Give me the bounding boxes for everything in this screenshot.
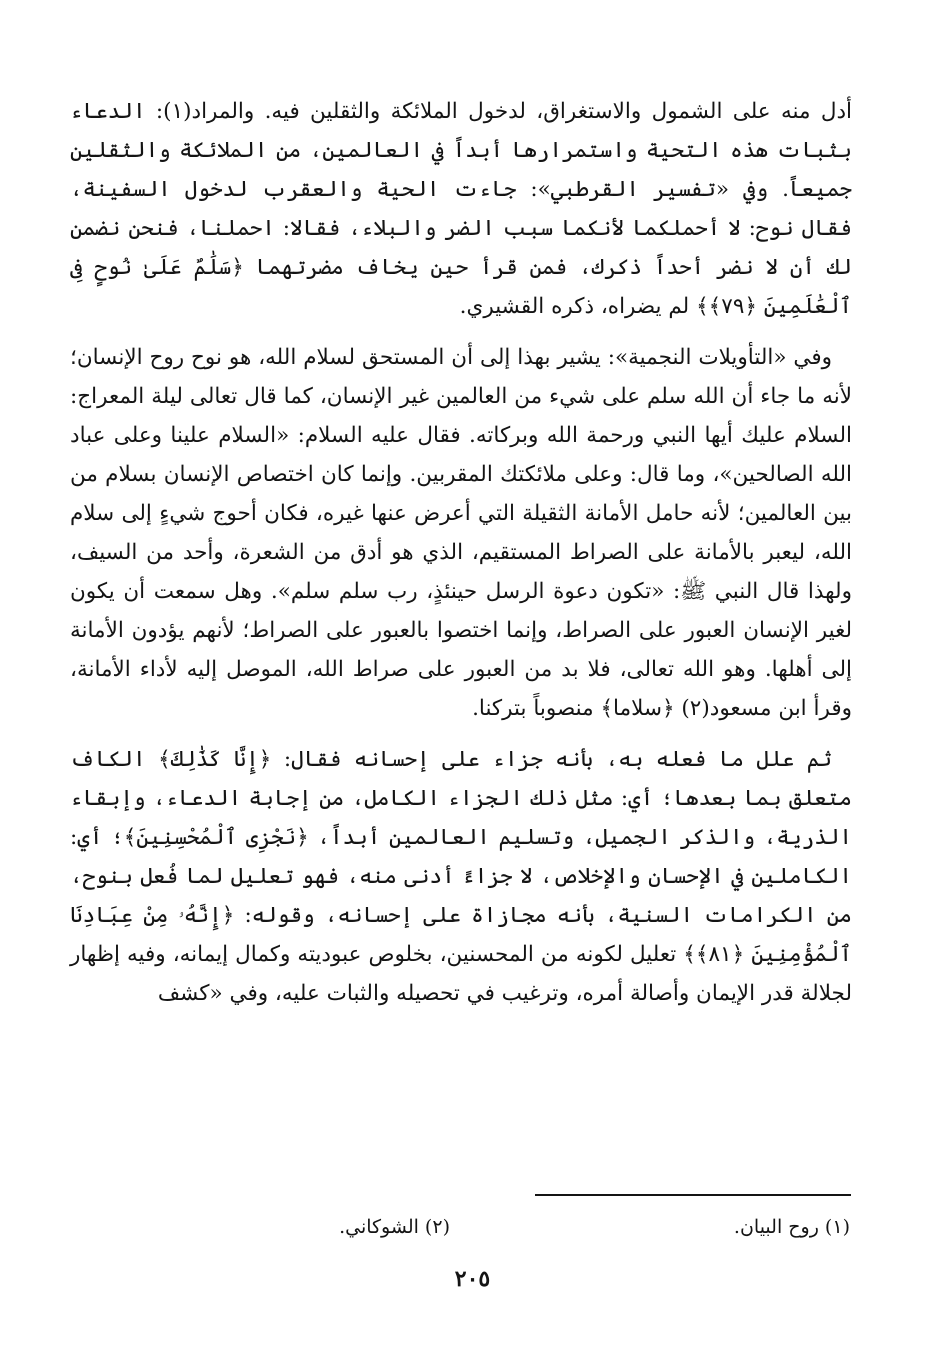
footnotes (70, 1208, 850, 1248)
paragraph-1: أدل منه على الشمول والاستغراق، لدخول الملائكة والثقلين فيه. والمراد(١): الدعاء بثبات هذه التحية واستمرارها أبداً في العالمين، من الملائكة والثقلين جميعاً. وفي «تفسير القرطبي»: جاءت الحية والعقرب لدخول السفينة، فقال نوح: لا أحملكما لأنكما سبب الضر والبلاء، فقالا: احملنا، فنحن نضمن لك أن لا نضر أحداً ذكرك، فمن قرأ حين يخاف مضرتهما ﴿سَلَٰمٌ عَلَىٰ نُوحٍ فِى ٱلْعَٰلَمِينَ ﴿٧٩﴾﴾ لم يضراه، ذكره القشيري. (70, 99, 852, 319)
paragraph-3: ثم علل ما فعله به، بأنه جزاء على إحسانه فقال: ﴿إِنَّا كَذَٰلِكَ﴾ الكاف متعلق بما بعدها؛ أي: مثل ذلك الجزاء الكامل، من إجابة الدعاء، وإبقاء الذرية، والذكر الجميل، وتسليم العالمين أبداً، ﴿نَجْزِى ٱلْمُحْسِنِينَ﴾؛ أي: الكاملين في الإحسان والإخلاص، لا جزاءً أدنى منه، فهو تعليل لما فُعل بنوح، من الكرامات السنية، بأنه مجازاة على إحسانه، وقوله: ﴿إِنَّهُۥ مِنْ عِبَادِنَا ٱلْمُؤْمِنِينَ ﴿٨١﴾﴾ تعليل لكونه من المحسنين، بخلوص عبوديته وكمال إيمانه، وفيه إظهار لجلالة قدر الإيمان وأصالة أمره، وترغيب في تحصيله والثبات عليه، وفي «كشف (70, 747, 852, 1006)
footnote-divider (535, 1194, 851, 1196)
footnote-2: (٢) الشوكاني. (339, 1216, 450, 1238)
paragraph-2: وفي «التأويلات النجمية»: يشير بهذا إلى أن المستحق لسلام الله، هو نوح روح الإنسان؛ لأنه ما جاء أن الله سلم على شيء من العالمين غير الإنسان، كما قال تعالى ليلة المعراج: السلام عليك أيها النبي ورحمة الله وبركاته. فقال عليه السلام: «السلام علينا وعلى عباد الله الصالحين»، وما قال: وعلى ملائكتك المقربين. وإنما كان اختصاص الإنسان بسلام من بين العالمين؛ لأنه حامل الأمانة الثقيلة التي أعرض عنها غيره، فكان أحوج شيءٍ إلى سلام الله، ليعبر بالأمانة على الصراط المستقيم، الذي هو أدق من الشعرة، وأحد من السيف، ولهذا قال النبي ﷺ: «تكون دعوة الرسل حينئذٍ، رب سلم سلم». وهل سمعت أن يكون لغير الإنسان العبور على الصراط، وإنما اختصوا بالعبور على الصراط؛ لأنهم يؤدون الأمانة إلى أهلها. وهو الله تعالى، فلا بد من العبور على صراط الله، الموصل إليه لأداء الأمانة، وقرأ ابن مسعود(٢) ﴿سلاما﴾ منصوباً بتركنا. (70, 345, 852, 721)
main-text (70, 92, 852, 1025)
page-number: ٢٠٥ (454, 1266, 491, 1292)
footnote-1: (١) روح البيان. (733, 1216, 850, 1238)
